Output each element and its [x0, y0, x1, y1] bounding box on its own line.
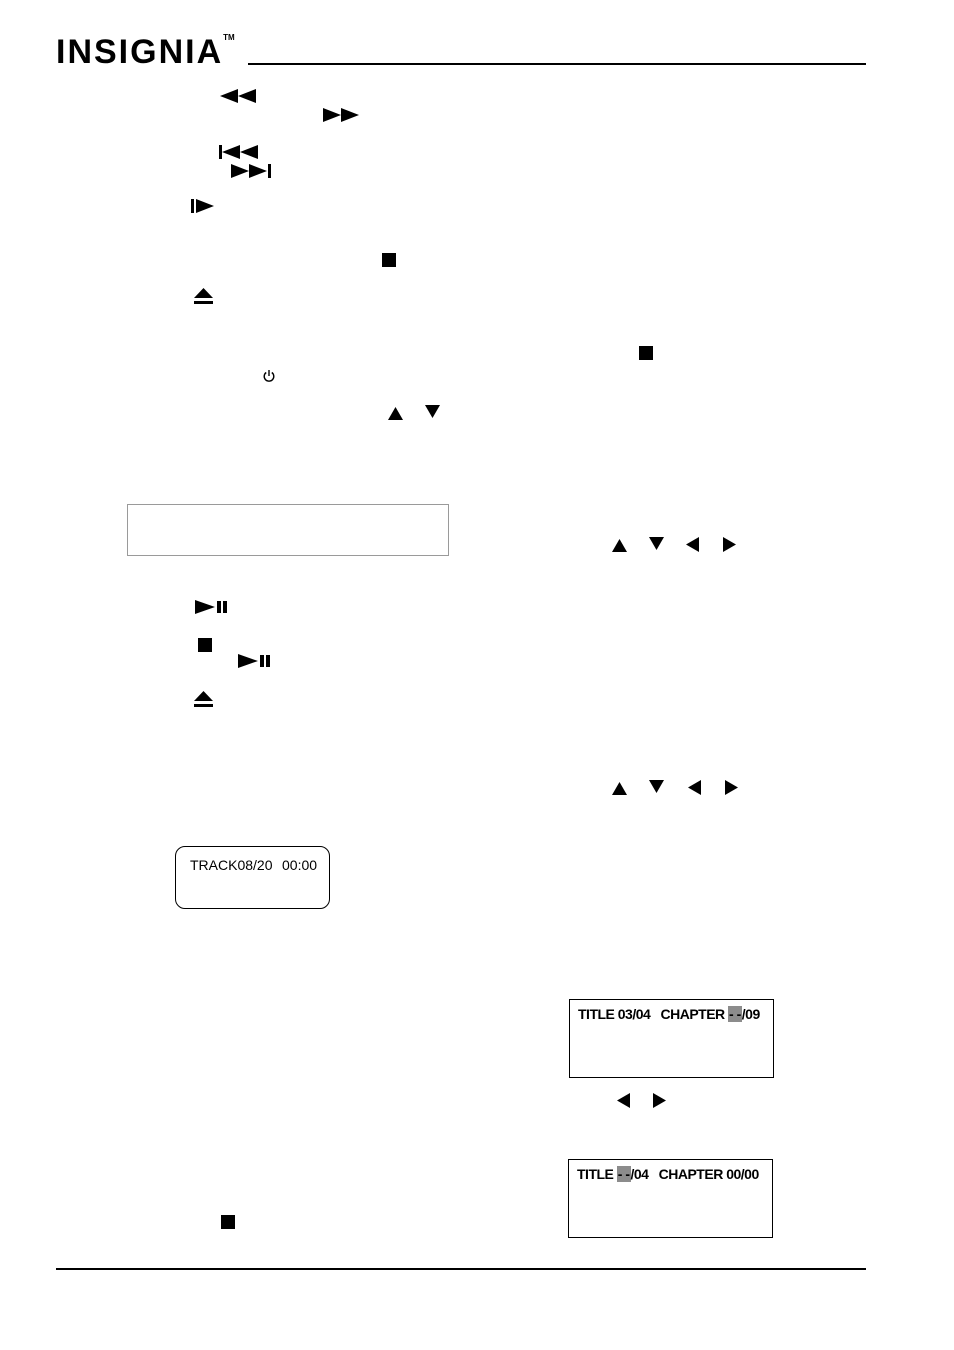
chapter-select-display: [569, 999, 774, 1078]
stop-icon: [382, 253, 397, 268]
up-arrow-icon: [612, 782, 627, 795]
fast-forward-icon: [323, 108, 361, 122]
title-select-line: [577, 1166, 759, 1182]
chapter-input-highlight: - -: [729, 1006, 741, 1022]
trademark-mark: TM: [223, 33, 235, 42]
right-arrow-icon: [725, 780, 738, 795]
footer-rule: [56, 1268, 866, 1270]
eject-icon: [194, 288, 214, 305]
title-total: /04: [630, 1166, 649, 1182]
chapter-indicator: CHAPTER 00/00: [658, 1166, 759, 1182]
stop-icon: [639, 346, 654, 361]
title-label: TITLE: [577, 1166, 614, 1182]
slow-play-icon: [191, 199, 215, 213]
brand-logo: [56, 33, 235, 72]
track-display: [175, 846, 330, 909]
header-rule: [248, 63, 866, 65]
left-arrow-icon: [686, 537, 699, 552]
chapter-select-line: [578, 1006, 760, 1022]
note-box: [127, 504, 449, 556]
down-arrow-icon: [649, 780, 664, 793]
chapter-label: CHAPTER: [660, 1006, 725, 1022]
title-input-highlight: - -: [617, 1166, 630, 1182]
skip-forward-icon: [231, 164, 273, 178]
down-arrow-icon: [425, 405, 440, 418]
right-arrow-icon: [723, 537, 736, 552]
title-select-display: [568, 1159, 773, 1238]
right-arrow-icon: [653, 1093, 666, 1108]
skip-back-icon: [219, 145, 261, 159]
up-arrow-icon: [388, 407, 403, 420]
left-arrow-icon: [688, 780, 701, 795]
play-pause-icon: [195, 600, 229, 614]
down-arrow-icon: [649, 537, 664, 550]
rewind-icon: [220, 89, 258, 103]
brand-name: INSIGNIA: [56, 33, 224, 71]
track-number: TRACK08/20: [190, 857, 273, 873]
chapter-total: /09: [741, 1006, 760, 1022]
title-indicator: TITLE 03/04: [578, 1006, 651, 1022]
track-time: 00:00: [282, 857, 318, 873]
stop-icon: [198, 638, 213, 653]
stop-icon: [221, 1215, 236, 1230]
up-arrow-icon: [612, 539, 627, 552]
eject-icon: [194, 691, 214, 708]
play-pause-icon: [238, 654, 272, 668]
power-icon: [262, 369, 276, 383]
left-arrow-icon: [617, 1093, 630, 1108]
